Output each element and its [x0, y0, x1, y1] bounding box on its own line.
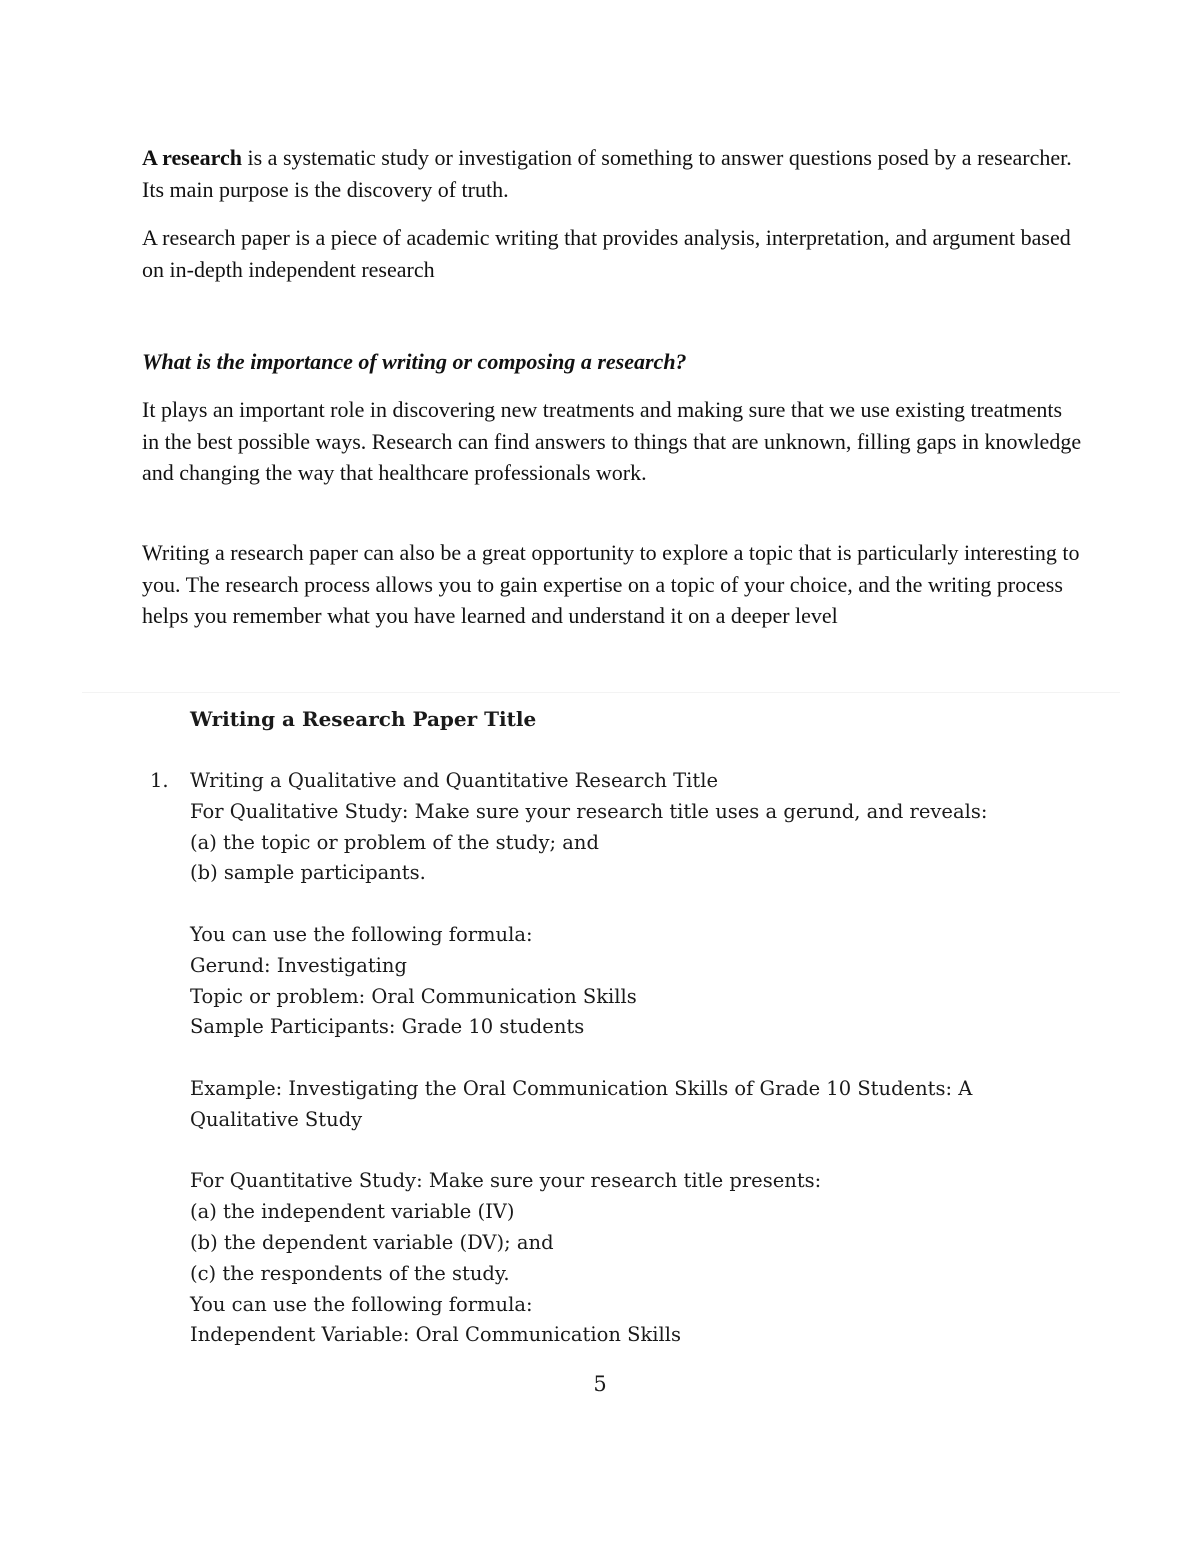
formula-participants: Sample Participants: Grade 10 students — [190, 1015, 585, 1039]
formula-intro-2: You can use the following formula: — [190, 1292, 533, 1316]
numbered-list-item — [150, 766, 1110, 1351]
importance-answer-2: Writing a research paper can also be a great opportunity to explore a topic that is particularly interesting to you. The research process allows you to gain expertise on a topic of your choice, and the writing process helps you remember what you have learned and understand it on a deeper level — [142, 540, 1080, 628]
quantitative-point-a: (a) the independent variable (IV) — [190, 1200, 515, 1224]
definition-text: is a systematic study or investigation of something to answer questions posed by a researcher. Its main purpose is the discovery of truth. — [142, 145, 1072, 202]
example-line-2: Qualitative Study — [190, 1107, 363, 1131]
importance-question: What is the importance of writing or composing a research? — [142, 349, 687, 374]
qualitative-point-a: (a) the topic or problem of the study; and — [190, 830, 599, 854]
definition-term: A research — [142, 145, 242, 170]
qualitative-point-b: (b) sample participants. — [190, 861, 426, 885]
page-number: 5 — [593, 1372, 607, 1396]
example-line-1: Example: Investigating the Oral Communication Skills of Grade 10 Students: A — [190, 1076, 973, 1100]
research-definition — [142, 142, 1082, 205]
formula-gerund: Gerund: Investigating — [190, 953, 407, 977]
section-heading: Writing a Research Paper Title — [190, 707, 537, 731]
quantitative-intro: For Quantitative Study: Make sure your research title presents: — [190, 1169, 822, 1193]
independent-variable: Independent Variable: Oral Communication Skills — [190, 1323, 681, 1347]
formula-intro: You can use the following formula: — [190, 922, 533, 946]
formula-topic: Topic or problem: Oral Communication Skills — [190, 984, 637, 1008]
importance-answer-1: It plays an important role in discovering new treatments and making sure that we use existing treatments in the best possible ways. Research can find answers to things that are unknown, filling gaps in knowledge and changing the way that healthcare professionals work. — [142, 397, 1082, 485]
qualitative-intro: For Qualitative Study: Make sure your research title uses a gerund, and reveals: — [190, 799, 988, 823]
section-divider — [82, 692, 1120, 693]
list-number: 1. — [150, 769, 169, 792]
quantitative-point-b: (b) the dependent variable (DV); and — [190, 1230, 554, 1254]
item-title: Writing a Qualitative and Quantitative Research Title — [190, 769, 719, 792]
research-paper-definition: A research paper is a piece of academic writing that provides analysis, interpretation, and argument based on in-depth independent research — [142, 225, 1071, 282]
quantitative-point-c: (c) the respondents of the study. — [190, 1261, 510, 1285]
